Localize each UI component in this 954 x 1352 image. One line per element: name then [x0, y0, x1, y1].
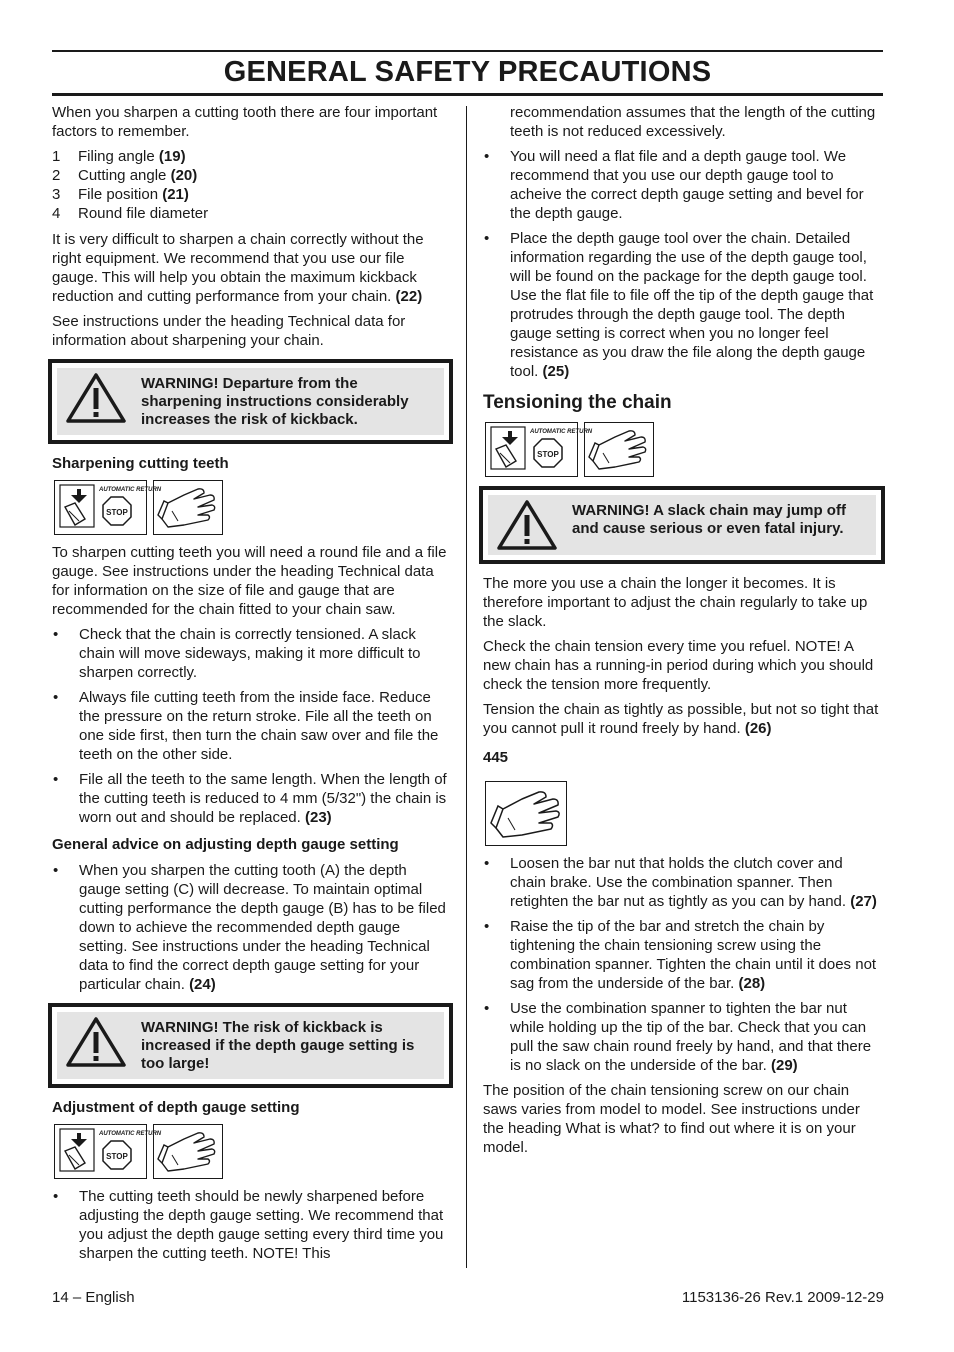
figure-ref: (25) — [542, 363, 570, 380]
figure-ref: (22) — [395, 288, 423, 305]
factor-number: 4 — [52, 205, 61, 222]
footer-page-number: 14 – English — [52, 1289, 135, 1306]
warning-triangle-icon — [57, 1012, 135, 1068]
intro-paragraph: When you sharpen a cutting tooth there are four important factors to remember. — [52, 104, 438, 140]
auto-return-label: AUTOMATIC RETURN — [99, 487, 162, 493]
bullet-item: • Check that the chain is correctly tensioned. A slack chain will move sideways, making it more difficult to sharpen correctly. — [53, 626, 421, 681]
column-divider — [466, 106, 467, 1268]
figure-ref: (19) — [158, 148, 186, 165]
chain-length-paragraph: The more you use a chain the longer it becomes. It is therefore important to adjust the chain regularly to take up the slack. — [483, 575, 868, 630]
warning-box — [48, 1003, 453, 1088]
figure-ref: (27) — [850, 893, 877, 910]
figure-ref: (26) — [744, 720, 772, 737]
warning-triangle-icon — [488, 495, 566, 551]
factor-number: 3 — [52, 186, 61, 203]
figure-ref: (20) — [170, 167, 198, 184]
tension-paragraph — [483, 700, 881, 738]
bullet-item: • When you sharpen the cutting tooth (A) the depth gauge setting (C) will decrease. To maintain optimal cutting performance the depth gauge (B) has to be filed down to achieve the recommended depth gauge setting. See instructions under the heading Technical data to find the correct depth gauge setting for your particular chain. (24) — [53, 862, 446, 993]
bullet-item: • Raise the tip of the bar and stretch the chain by tightening the chain tensioning screw using the combination spanner. Tighten the chain until it does not sag from the underside of the bar. (28) — [484, 918, 877, 992]
pictogram-row — [485, 422, 881, 477]
section-subheading: General advice on adjusting depth gauge setting — [52, 836, 399, 853]
factor-number: 2 — [52, 167, 61, 184]
bullet-item: • Place the depth gauge tool over the chain. Detailed information regarding the use of the depth gauge tool, will be found on the package for the depth gauge tool. Use the flat file to file off the tip of the depth gauge that protrudes through the depth gauge tool. The depth gauge setting is correct when you no longer feel resistance as you draw the file along the depth gauge tool. (25) — [484, 230, 874, 380]
header-top-rule — [52, 50, 883, 52]
protective-glove-icon — [153, 1124, 223, 1179]
tensioning-screw-paragraph: The position of the chain tensioning screw on our chain saws varies from model to model. See instructions under the heading What is what? to find out where it is on your model. — [483, 1082, 860, 1156]
paragraph-text: It is very difficult to sharpen a chain correctly without the right equipment. We recommend that you use our file gauge. This will help you obtain the maximum kickback reduction and cutting performance from your chain. — [52, 231, 424, 305]
factor-text: Cutting angle — [78, 167, 171, 184]
factors-list — [52, 147, 449, 223]
bullet-text: Check that the chain is correctly tensioned. A slack chain will move sideways, making it more difficult to sharpen correctly. — [79, 626, 421, 681]
auto-return-label: AUTOMATIC RETURN — [99, 1131, 162, 1137]
model-label: 445 — [483, 749, 509, 766]
bullet-text: Always file cutting teeth from the inside face. Reduce the pressure on the return stroke. File all the teeth on one side first, then turn the chain saw over and file the teeth on the other side. — [79, 689, 439, 763]
bullet-continuation — [483, 103, 881, 141]
stop-label: STOP — [537, 450, 559, 459]
chain-brake-stop-icon — [54, 1124, 162, 1179]
page-title: GENERAL SAFETY PRECAUTIONS — [223, 56, 712, 88]
left-column — [52, 103, 449, 1269]
bullet-text: recommendation assumes that the length of the cutting teeth is not reduced excessively. — [510, 104, 876, 140]
protective-glove-icon — [485, 781, 567, 846]
bullet-text: Place the depth gauge tool over the chain. Detailed information regarding the use of the depth gauge tool, will be found on the package for the depth gauge tool. Use the flat file to file off the tip of the depth gauge that protrudes through the depth gauge tool. The depth gauge setting is correct when you no longer feel resistance as you draw the file along the depth gauge tool. — [510, 230, 874, 380]
bullet-text: File all the teeth to the same length. When the length of the cutting teeth is reduced to 4 mm (5/32") the chain is worn out and should be replaced. — [79, 771, 447, 826]
warning-text: WARNING! Departure from the sharpening instructions considerably increases the risk of kickback. — [141, 375, 409, 428]
figure-ref: (24) — [189, 976, 216, 993]
pictogram-row — [485, 781, 881, 846]
bullet-item: • File all the teeth to the same length. When the length of the cutting teeth is reduced to 4 mm (5/32") the chain is worn out and should be replaced. (23) — [53, 771, 447, 826]
round-file-paragraph: To sharpen cutting teeth you will need a round file and a file gauge. See instructions under the heading Technical data for information on the size of file and gauge that are recommended for the chain fitted to your chain saw. — [52, 544, 447, 618]
auto-return-label: AUTOMATIC RETURN — [530, 429, 593, 435]
stop-label: STOP — [106, 1152, 128, 1161]
chain-brake-stop-icon — [54, 480, 162, 535]
figure-ref: (28) — [738, 975, 766, 992]
factor-item — [52, 166, 449, 185]
refuel-check-paragraph: Check the chain tension every time you refuel. NOTE! A new chain has a running-in period during which you should check the tension more frequently. — [483, 638, 874, 693]
pictogram-row — [54, 480, 449, 535]
factor-item — [52, 147, 449, 166]
factor-text: File position — [78, 186, 163, 203]
paragraph-text: Tension the chain as tightly as possible, but not so tight that you cannot pull it round freely by hand. — [483, 701, 879, 737]
factor-number: 1 — [52, 148, 61, 165]
warning-box — [48, 359, 453, 444]
bullet-item: • Loosen the bar nut that holds the clutch cover and chain brake. Use the combination spanner. Then retighten the bar nut as tightly as you can by hand. (27) — [484, 855, 877, 910]
pictogram-row — [54, 1124, 449, 1179]
file-gauge-paragraph — [52, 230, 449, 306]
factor-text: Round file diameter — [78, 205, 209, 222]
warning-text: WARNING! The risk of kickback is increased if the depth gauge setting is too large! — [141, 1019, 415, 1072]
bullet-text: Use the combination spanner to tighten the bar nut while holding up the tip of the bar. Check that you can pull the saw chain round freely by hand, and that there is no slack on the underside of the bar. — [510, 1000, 872, 1074]
stop-label: STOP — [106, 508, 128, 517]
figure-ref: (23) — [305, 809, 332, 826]
bullet-item: • Use the combination spanner to tighten the bar nut while holding up the tip of the bar. Check that you can pull the saw chain round freely by hand, and that there is no slack on the underside of the bar. (29) — [484, 1000, 872, 1074]
section-heading: Tensioning the chain — [483, 392, 672, 413]
figure-ref: (21) — [162, 186, 189, 203]
footer-document-id: 1153136-26 Rev.1 2009-12-29 — [681, 1289, 884, 1306]
section-subheading: Adjustment of depth gauge setting — [52, 1099, 300, 1116]
protective-glove-icon — [584, 422, 654, 477]
factor-text: Filing angle — [78, 148, 159, 165]
bullet-text: Raise the tip of the bar and stretch the chain by tightening the chain tensioning screw using the combination spanner. Tighten the chain until it does not sag from the underside of the bar. — [510, 918, 877, 992]
factor-item — [52, 185, 449, 204]
section-subheading: Sharpening cutting teeth — [52, 455, 229, 472]
bullet-text: The cutting teeth should be newly sharpened before adjusting the depth gauge setting. We recommend that you adjust the depth gauge setting every third time you sharpen the cutting teeth. NOTE! This — [79, 1188, 444, 1262]
chain-brake-stop-icon — [485, 422, 593, 477]
bullet-item: • Always file cutting teeth from the inside face. Reduce the pressure on the return stroke. File all the teeth on one side first, then turn the chain saw over and file the teeth on the other side. — [53, 689, 439, 763]
warning-text: WARNING! A slack chain may jump off and cause serious or even fatal injury. — [572, 502, 846, 537]
bullet-text: You will need a flat file and a depth gauge tool. We recommend that you use our depth gauge tool to acheive the correct depth gauge setting and bevel for the depth gauge. — [510, 148, 864, 222]
protective-glove-icon — [153, 480, 223, 535]
bullet-item: • You will need a flat file and a depth gauge tool. We recommend that you use our depth gauge tool to acheive the correct depth gauge setting and bevel for the depth gauge. — [484, 148, 864, 222]
figure-ref: (29) — [771, 1057, 798, 1074]
bullet-text: When you sharpen the cutting tooth (A) the depth gauge setting (C) will decrease. To maintain optimal cutting performance the depth gauge (B) has to be filed down to achieve the recommended depth gauge setting. See instructions under the heading Technical data to find the correct depth gauge setting for your particular chain. — [79, 862, 446, 993]
bullet-text: Loosen the bar nut that holds the clutch cover and chain brake. Use the combination spanner. Then retighten the bar nut as tightly as you can by hand. — [510, 855, 851, 910]
technical-data-paragraph: See instructions under the heading Technical data for information about sharpening your chain. — [52, 313, 406, 349]
warning-triangle-icon — [57, 368, 135, 424]
factor-item — [52, 204, 449, 223]
right-column — [483, 103, 881, 1163]
bullet-item: • The cutting teeth should be newly sharpened before adjusting the depth gauge setting. We recommend that you adjust the depth gauge setting every third time you sharpen the cutting teeth. NOTE! This — [53, 1188, 444, 1262]
header-bottom-rule — [52, 93, 883, 96]
warning-box — [479, 486, 885, 564]
